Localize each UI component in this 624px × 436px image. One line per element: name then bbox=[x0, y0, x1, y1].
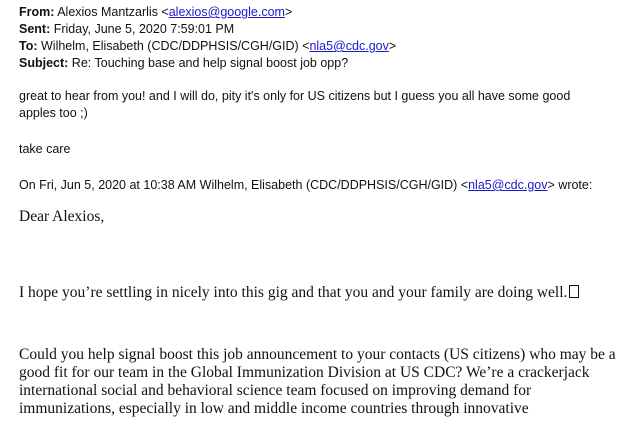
quoted-paragraph-2-line-1: Could you help signal boost this job announcement to your contacts (US citizens) who may be a bbox=[19, 346, 616, 363]
to-label: To: bbox=[19, 39, 38, 53]
quoted-paragraph-2-line-4: immunizations, especially in low and middle income countries through innovative bbox=[19, 400, 529, 417]
to-line bbox=[19, 38, 396, 55]
reply-signoff: take care bbox=[19, 142, 71, 156]
quote-attribution bbox=[19, 177, 592, 194]
to-close: > bbox=[388, 39, 397, 53]
quote-email-link[interactable]: nla5@cdc.gov bbox=[468, 178, 548, 192]
from-email-link[interactable]: alexios@google.com bbox=[168, 5, 285, 19]
from-close: > bbox=[284, 5, 293, 19]
quote-suffix: > wrote: bbox=[547, 178, 593, 192]
quoted-paragraph-2-line-3: international social and behavioral science team focused on improving demand for bbox=[19, 382, 532, 399]
to-name: Wilhelm, Elisabeth (CDC/DDPHSIS/CGH/GID) < bbox=[41, 39, 310, 53]
reply-line-2: apples too ;) bbox=[19, 106, 88, 120]
from-label: From: bbox=[19, 5, 55, 19]
reply-line-1: great to hear from you! and I will do, pity it's only for US citizens but I guess you all have some good bbox=[19, 89, 571, 103]
to-email-link[interactable]: nla5@cdc.gov bbox=[309, 39, 389, 53]
subject-value: Re: Touching base and help signal boost job opp? bbox=[71, 56, 349, 70]
from-name: Alexios Mantzarlis < bbox=[57, 5, 169, 19]
sent-value: Friday, June 5, 2020 7:59:01 PM bbox=[53, 22, 235, 36]
quoted-greeting: Dear Alexios, bbox=[19, 208, 105, 225]
quote-prefix: On Fri, Jun 5, 2020 at 10:38 AM Wilhelm, Elisabeth (CDC/DDPHSIS/CGH/GID) < bbox=[19, 178, 469, 192]
subject-line bbox=[19, 55, 348, 72]
from-line bbox=[19, 4, 292, 21]
quoted-paragraph-1-text: I hope you’re settling in nicely into this gig and that you and your family are doing well. bbox=[19, 284, 568, 301]
sent-label: Sent: bbox=[19, 22, 51, 36]
sent-line bbox=[19, 21, 234, 38]
quoted-paragraph-1 bbox=[19, 284, 616, 302]
missing-glyph-box-icon bbox=[569, 285, 579, 298]
quoted-paragraph-2-line-2: good fit for our team in the Global Immunization Division at US CDC? We’re a crackerjack bbox=[19, 364, 590, 381]
subject-label: Subject: bbox=[19, 56, 69, 70]
